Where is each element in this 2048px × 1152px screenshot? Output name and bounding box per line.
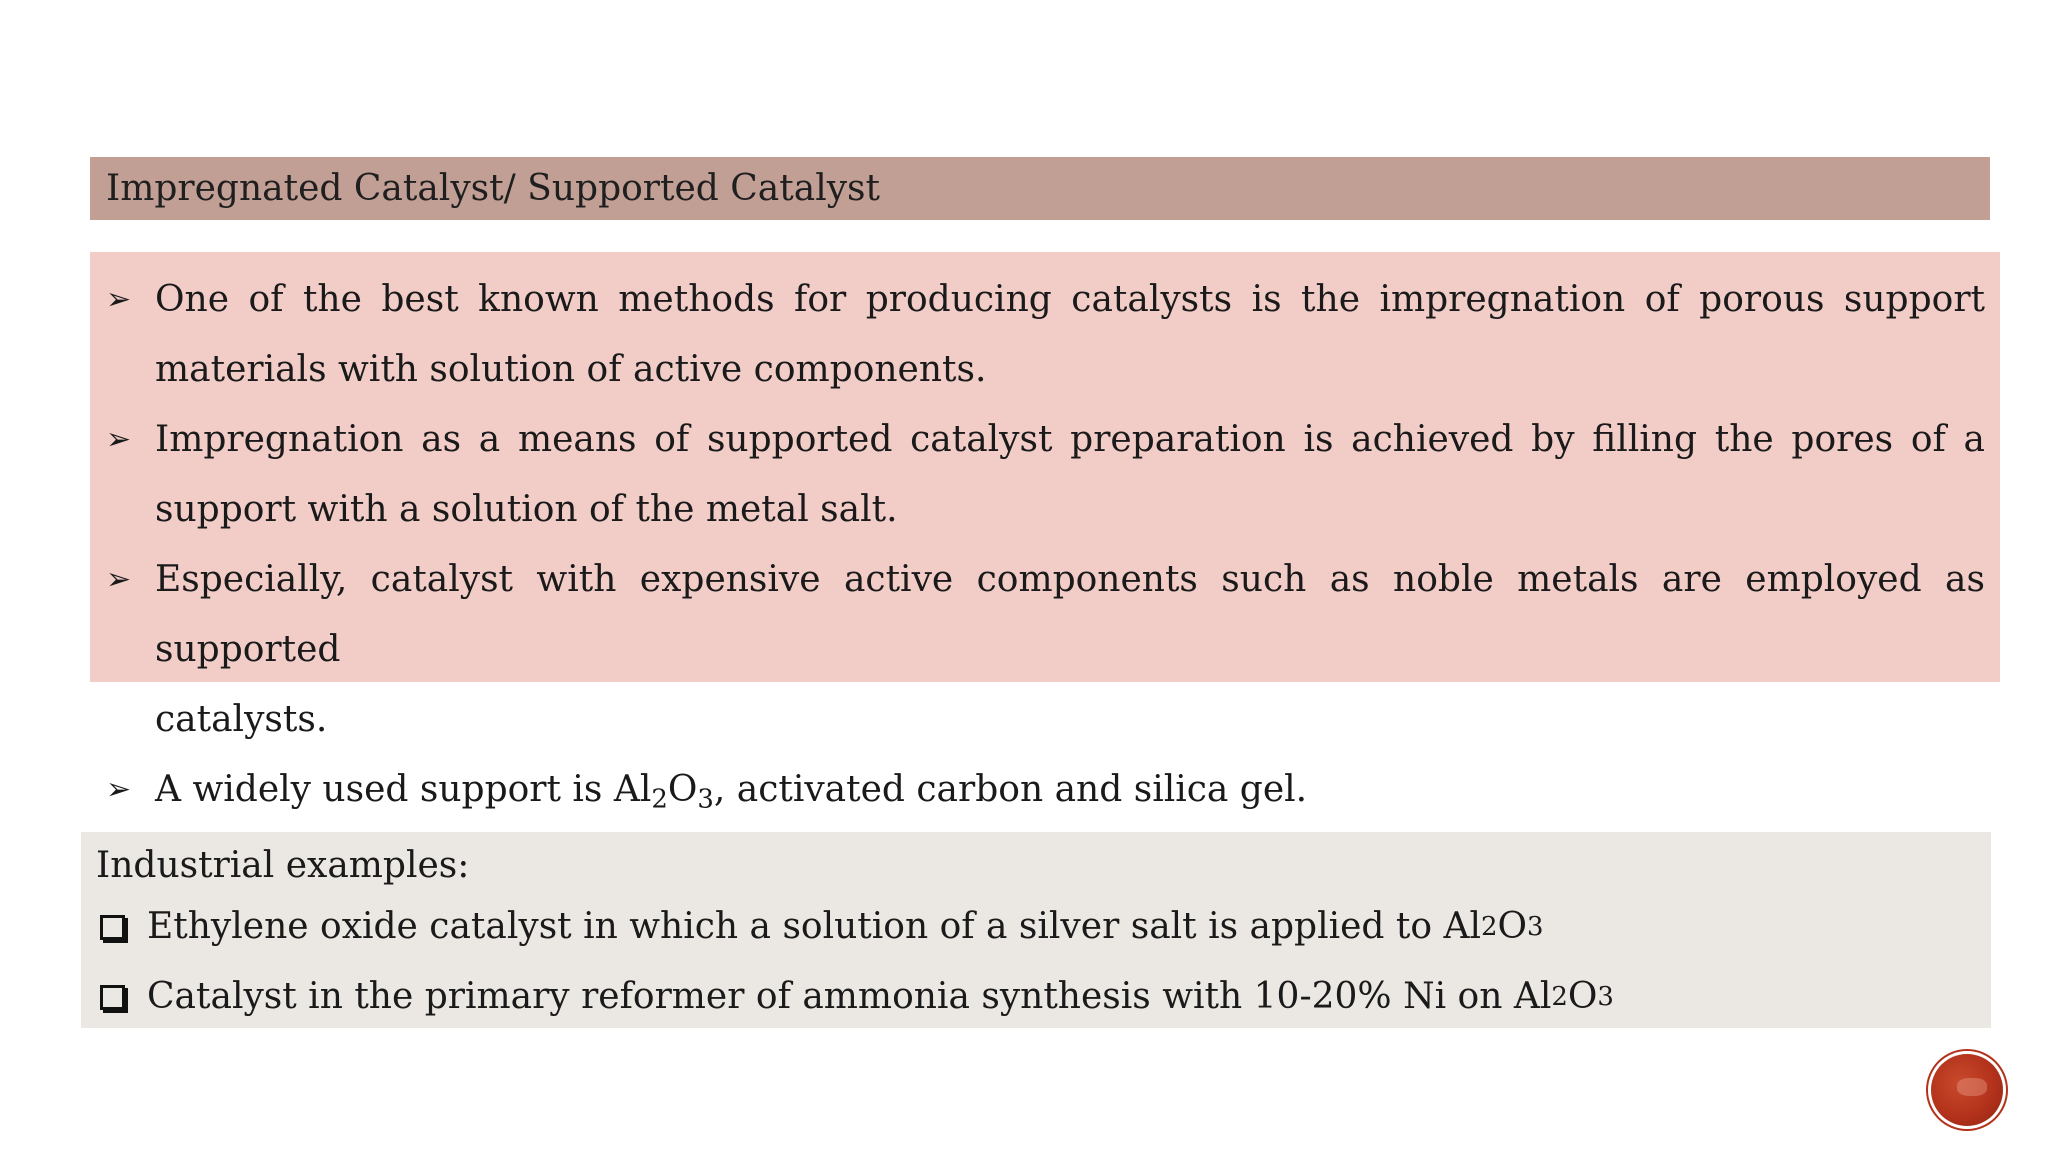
bullet-line: One of the best known methods for producing catalysts is the impregnation of porous support — [155, 279, 1985, 320]
industrial-example-item: Catalyst in the primary reformer of ammonia synthesis with 10-20% Ni on Al 2 O 3 — [96, 966, 1614, 1028]
bullet-text: A widely used support is Al — [155, 769, 652, 810]
subscript: 3 — [697, 784, 714, 815]
arrow-bullet-icon: ➢ — [106, 282, 132, 317]
bullet-line: Impregnation as a means of supported catalyst preparation is achieved by filling the pores of a — [155, 419, 1985, 460]
slide-title: Impregnated Catalyst/ Supported Catalyst — [106, 168, 880, 209]
bullet-item — [90, 265, 1985, 405]
bullet-line: Especially, catalyst with expensive active components such as noble metals are employed as supported — [155, 559, 1985, 670]
industrial-examples-heading: Industrial examples: — [96, 845, 470, 886]
arrow-bullet-icon: ➢ — [106, 772, 132, 807]
bullet-line: catalysts. — [155, 699, 328, 740]
bullet-item — [90, 545, 1985, 755]
bullet-item — [90, 755, 1985, 825]
example-text: O — [1567, 976, 1598, 1017]
bullet-list — [90, 265, 1985, 825]
example-text: O — [1497, 906, 1527, 947]
bullet-text: , activated carbon and silica gel. — [713, 769, 1308, 810]
example-text: Ethylene oxide catalyst in which a solution of a silver salt is applied to Al — [147, 906, 1481, 947]
slide-title-bar — [90, 157, 1990, 220]
red-circle-logo-icon — [1931, 1054, 2003, 1126]
checkbox-bullet-icon — [100, 985, 125, 1010]
bullet-line: materials with solution of active components. — [155, 349, 987, 390]
industrial-example-item: Ethylene oxide catalyst in which a solution of a silver salt is applied to Al 2 O 3 — [96, 896, 1543, 958]
arrow-bullet-icon: ➢ — [106, 422, 132, 457]
bullet-item — [90, 405, 1985, 545]
bullet-line: support with a solution of the metal salt. — [155, 489, 898, 530]
arrow-bullet-icon: ➢ — [106, 562, 132, 597]
subscript: 2 — [651, 784, 668, 815]
bullet-text: O — [667, 769, 698, 810]
example-text: Catalyst in the primary reformer of ammonia synthesis with 10-20% Ni on Al — [147, 976, 1552, 1017]
checkbox-bullet-icon — [100, 915, 125, 940]
